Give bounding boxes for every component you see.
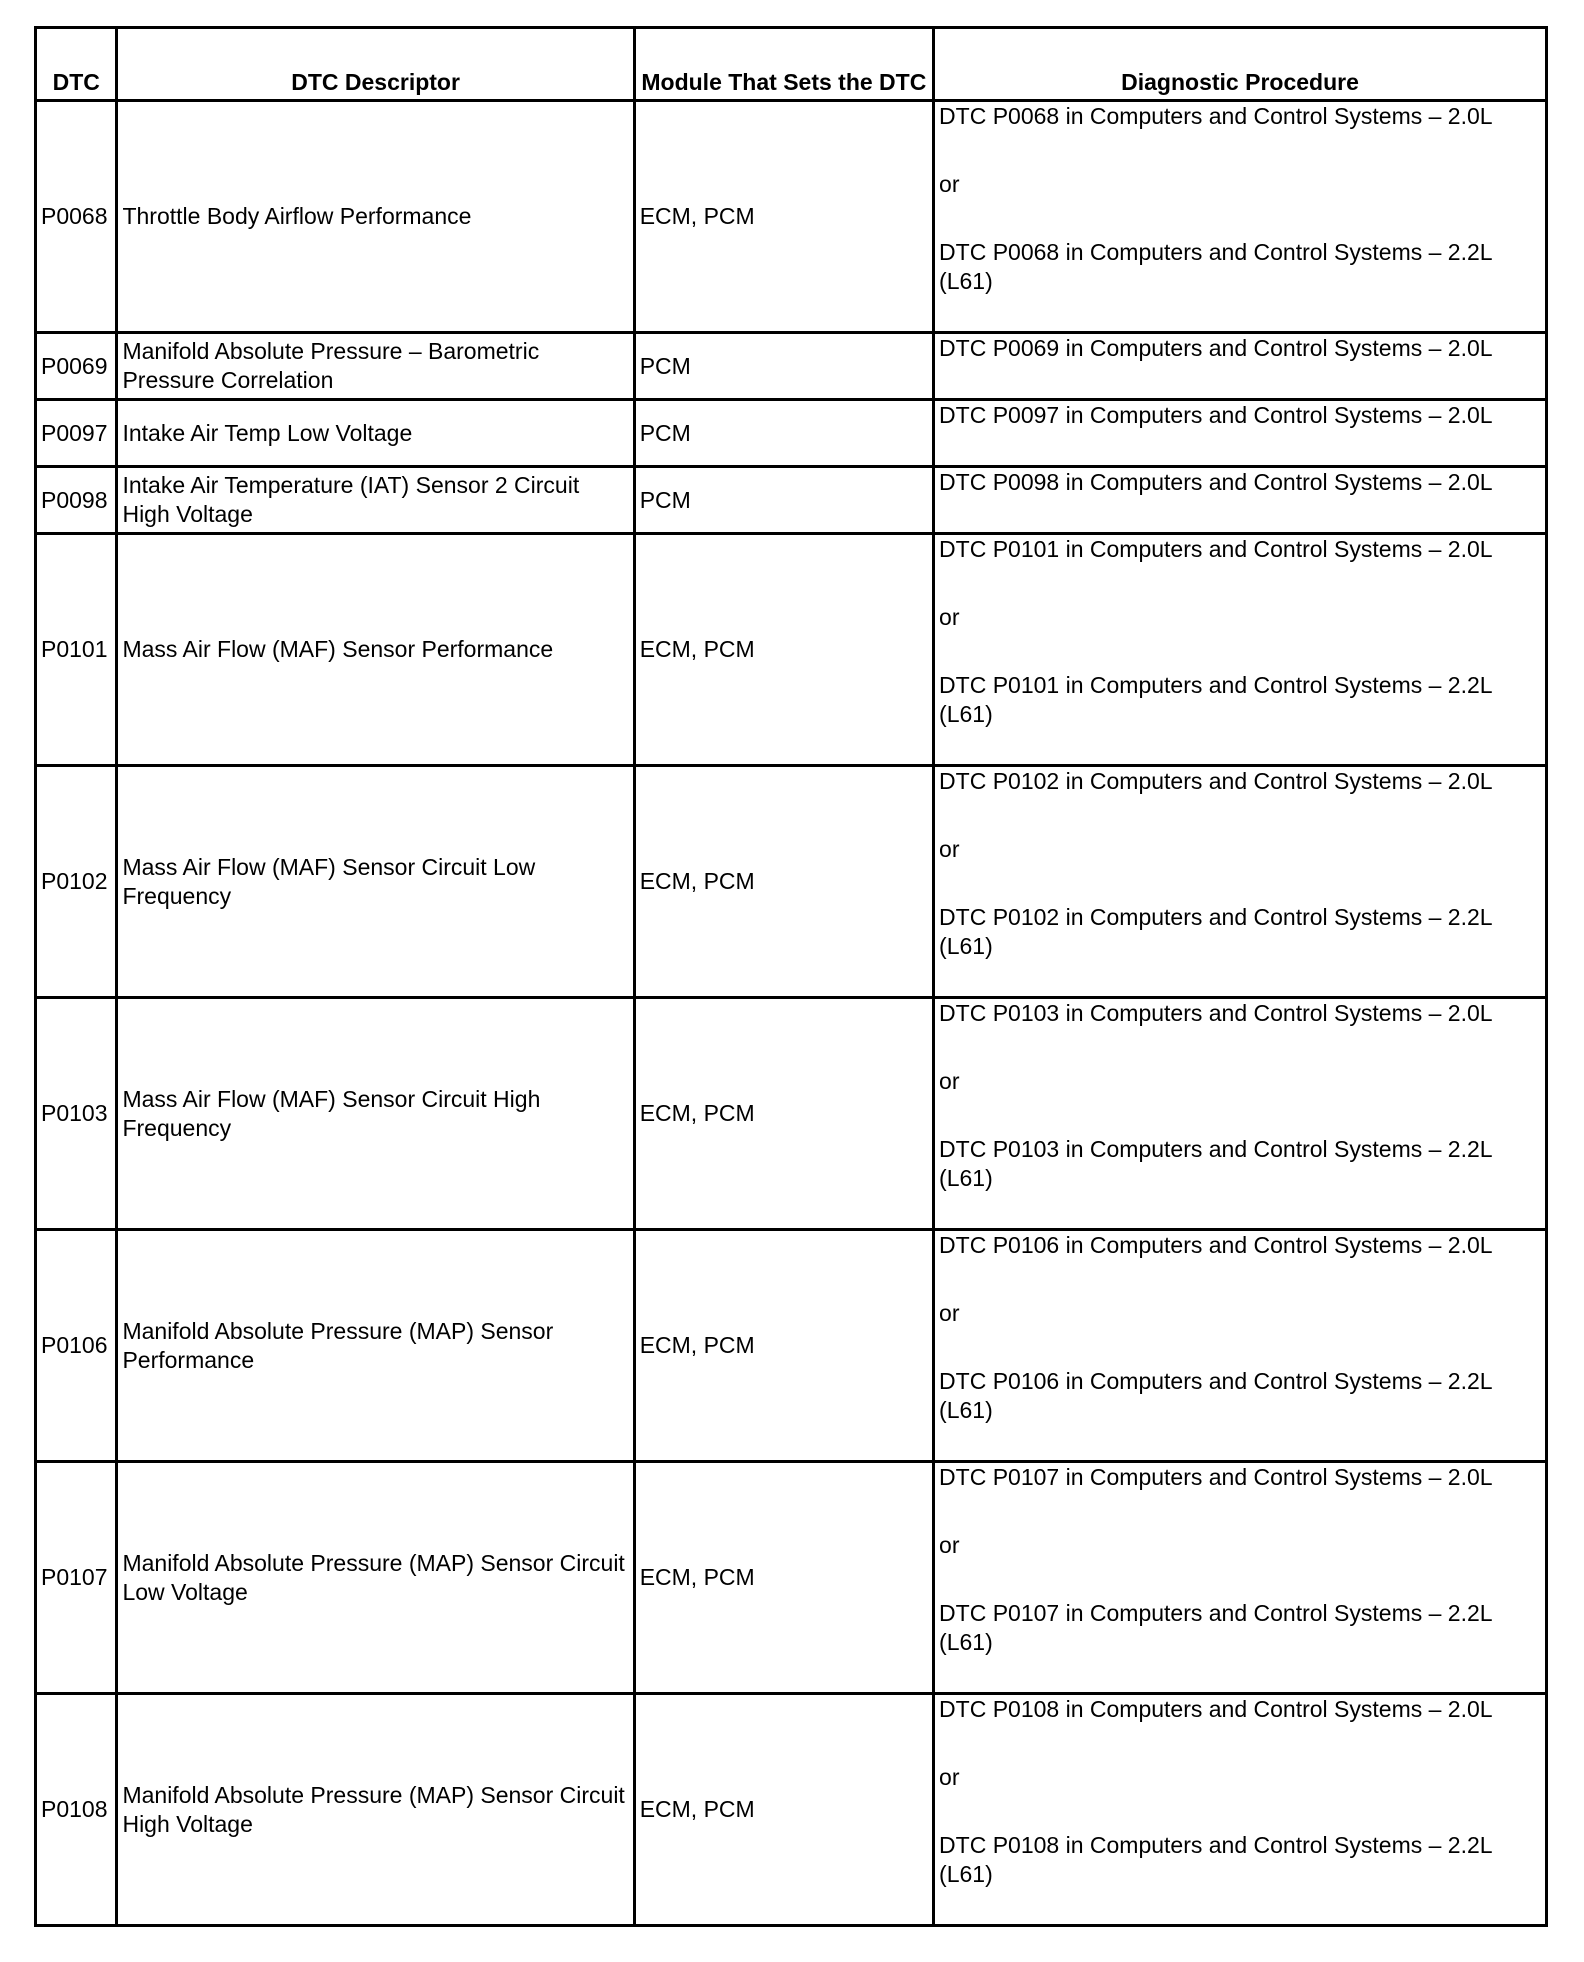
table-row: [36, 1230, 1547, 1462]
procedure-or: or: [939, 1300, 960, 1326]
dtc-descriptor: Throttle Body Airflow Performance: [117, 101, 634, 333]
dtc-code: P0097: [36, 400, 117, 467]
module-cell: PCM: [634, 400, 933, 467]
procedure-cell: [934, 400, 1547, 467]
procedure-link-2-2l[interactable]: DTC P0108 in Computers and Control Systems – 2.2L (L61): [939, 1832, 1492, 1887]
module-cell: ECM, PCM: [634, 766, 933, 998]
procedure-cell: [934, 101, 1547, 333]
header-procedure: Diagnostic Procedure: [934, 28, 1547, 101]
procedure-or: or: [939, 171, 960, 197]
dtc-descriptor: Manifold Absolute Pressure (MAP) Sensor Circuit Low Voltage: [117, 1462, 634, 1694]
procedure-link-2-0l[interactable]: DTC P0068 in Computers and Control Systems – 2.0L: [939, 103, 1493, 129]
procedure-cell: [934, 998, 1547, 1230]
table-row: [36, 101, 1547, 333]
dtc-table: [34, 26, 1548, 1927]
procedure-link-2-2l[interactable]: DTC P0101 in Computers and Control Systems – 2.2L (L61): [939, 672, 1492, 727]
procedure-cell: [934, 1462, 1547, 1694]
dtc-descriptor: Manifold Absolute Pressure (MAP) Sensor Performance: [117, 1230, 634, 1462]
procedure-link-2-0l[interactable]: DTC P0102 in Computers and Control Systems – 2.0L: [939, 768, 1493, 794]
procedure-or: or: [939, 836, 960, 862]
header-descriptor: DTC Descriptor: [117, 28, 634, 101]
dtc-code: P0108: [36, 1694, 117, 1926]
module-cell: ECM, PCM: [634, 1462, 933, 1694]
procedure-link-2-0l[interactable]: DTC P0101 in Computers and Control Systems – 2.0L: [939, 536, 1493, 562]
dtc-code: P0106: [36, 1230, 117, 1462]
dtc-descriptor: Intake Air Temp Low Voltage: [117, 400, 634, 467]
module-cell: ECM, PCM: [634, 998, 933, 1230]
procedure-link-2-2l[interactable]: DTC P0102 in Computers and Control Systems – 2.2L (L61): [939, 904, 1492, 959]
procedure-link-2-2l[interactable]: DTC P0068 in Computers and Control Systems – 2.2L (L61): [939, 239, 1492, 294]
table-row: [36, 534, 1547, 766]
procedure-or: or: [939, 604, 960, 630]
table-row: [36, 766, 1547, 998]
procedure-link-2-2l[interactable]: DTC P0107 in Computers and Control Systems – 2.2L (L61): [939, 1600, 1492, 1655]
procedure-or: or: [939, 1764, 960, 1790]
dtc-descriptor: Intake Air Temperature (IAT) Sensor 2 Circuit High Voltage: [117, 467, 634, 534]
procedure-cell: [934, 766, 1547, 998]
table-row: [36, 467, 1547, 534]
procedure-link-2-2l[interactable]: DTC P0106 in Computers and Control Systems – 2.2L (L61): [939, 1368, 1492, 1423]
module-cell: ECM, PCM: [634, 1694, 933, 1926]
procedure-link-2-0l[interactable]: DTC P0098 in Computers and Control Systems – 2.0L: [939, 469, 1493, 495]
procedure-cell: [934, 1694, 1547, 1926]
dtc-code: P0068: [36, 101, 117, 333]
dtc-code: P0069: [36, 333, 117, 400]
table-row: [36, 1462, 1547, 1694]
table-row: [36, 1694, 1547, 1926]
procedure-link-2-0l[interactable]: DTC P0108 in Computers and Control Systems – 2.0L: [939, 1696, 1493, 1722]
procedure-link-2-2l[interactable]: DTC P0103 in Computers and Control Systems – 2.2L (L61): [939, 1136, 1492, 1191]
procedure-link-2-0l[interactable]: DTC P0097 in Computers and Control Systems – 2.0L: [939, 402, 1493, 428]
module-cell: ECM, PCM: [634, 1230, 933, 1462]
procedure-or: or: [939, 1068, 960, 1094]
dtc-descriptor: Mass Air Flow (MAF) Sensor Circuit Low Frequency: [117, 766, 634, 998]
procedure-link-2-0l[interactable]: DTC P0103 in Computers and Control Systems – 2.0L: [939, 1000, 1493, 1026]
dtc-descriptor: Mass Air Flow (MAF) Sensor Performance: [117, 534, 634, 766]
module-cell: PCM: [634, 467, 933, 534]
procedure-cell: [934, 534, 1547, 766]
dtc-code: P0101: [36, 534, 117, 766]
dtc-descriptor: Manifold Absolute Pressure – Barometric Pressure Correlation: [117, 333, 634, 400]
dtc-code: P0103: [36, 998, 117, 1230]
table-row: [36, 998, 1547, 1230]
module-cell: ECM, PCM: [634, 534, 933, 766]
procedure-cell: [934, 467, 1547, 534]
procedure-cell: [934, 333, 1547, 400]
header-module: Module That Sets the DTC: [634, 28, 933, 101]
procedure-cell: [934, 1230, 1547, 1462]
dtc-code: P0107: [36, 1462, 117, 1694]
procedure-link-2-0l[interactable]: DTC P0107 in Computers and Control Systems – 2.0L: [939, 1464, 1493, 1490]
dtc-descriptor: Manifold Absolute Pressure (MAP) Sensor Circuit High Voltage: [117, 1694, 634, 1926]
procedure-or: or: [939, 1532, 960, 1558]
table-row: [36, 400, 1547, 467]
dtc-descriptor: Mass Air Flow (MAF) Sensor Circuit High Frequency: [117, 998, 634, 1230]
table-body: [36, 101, 1547, 1926]
procedure-link-2-0l[interactable]: DTC P0106 in Computers and Control Systems – 2.0L: [939, 1232, 1493, 1258]
module-cell: PCM: [634, 333, 933, 400]
table-row: [36, 333, 1547, 400]
header-row: [36, 28, 1547, 101]
module-cell: ECM, PCM: [634, 101, 933, 333]
dtc-code: P0102: [36, 766, 117, 998]
header-dtc: DTC: [36, 28, 117, 101]
procedure-link-2-0l[interactable]: DTC P0069 in Computers and Control Systems – 2.0L: [939, 335, 1493, 361]
table-header: [36, 28, 1547, 101]
dtc-code: P0098: [36, 467, 117, 534]
